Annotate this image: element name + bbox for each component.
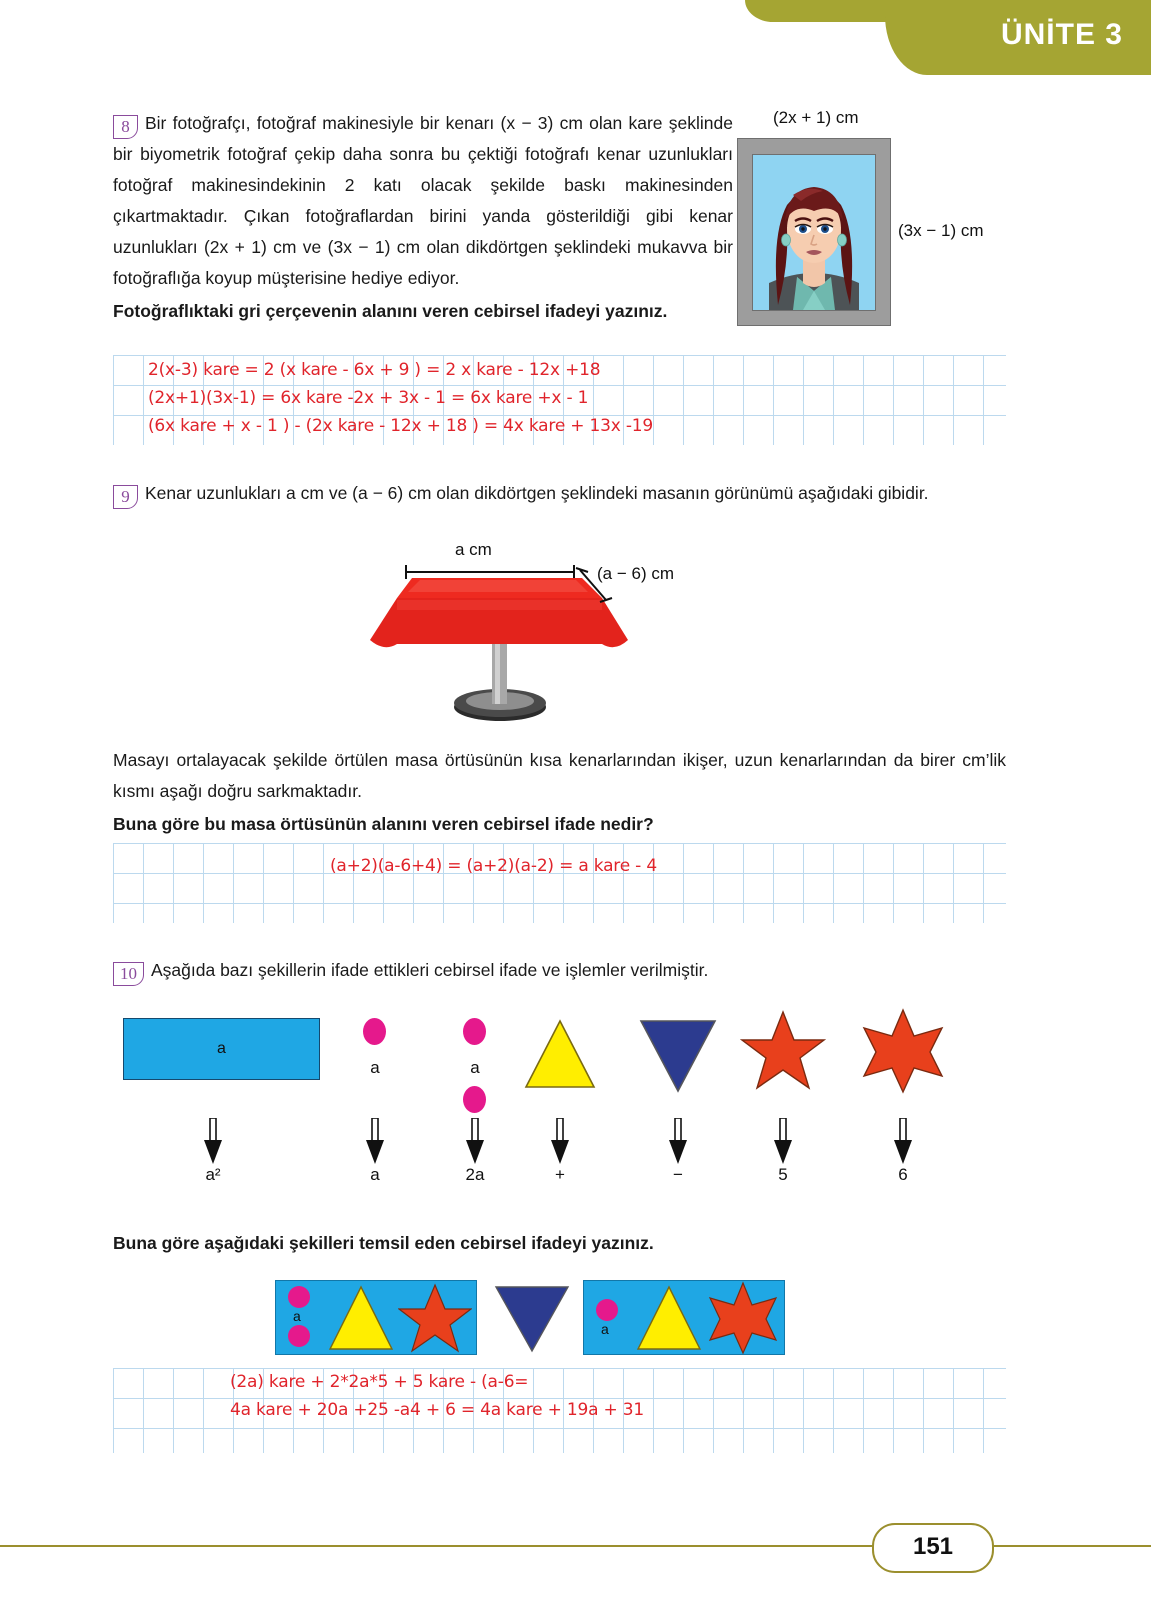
composition-blue-triangle-down-icon (492, 1283, 572, 1353)
blue-triangle-down-icon (635, 1013, 721, 1093)
composition-strip-1 (275, 1280, 477, 1355)
question-8-prompt: Fotoğraflıktaki gri çerçevenin alanını veren cebirsel ifadeyi yazınız. (113, 301, 668, 321)
strip1-yellow-triangle-up-icon (326, 1283, 396, 1353)
legend-item-yellow-triangle (520, 1013, 600, 1123)
strip1-dot-top (288, 1286, 310, 1308)
question-10-answer-line-2: 4a kare + 20a +25 -a4 + 6 = 4a kare + 19a + 31 (230, 1400, 645, 1420)
legend-item-blue-rectangle (123, 1013, 323, 1123)
legend-result-3: + (555, 1165, 565, 1184)
question-9-text (113, 478, 1006, 509)
legend-result-4: − (673, 1165, 683, 1184)
legend-item-single-dot (355, 1013, 395, 1123)
photo-top-dimension-label: (2x + 1) cm (773, 108, 859, 127)
legend-result-2: 2a (465, 1165, 485, 1184)
unit-banner (745, 0, 1151, 75)
strip1-dot-label: a (293, 1308, 301, 1324)
legend-arrows-row (123, 1118, 946, 1168)
blue-rectangle-label: a (217, 1040, 226, 1057)
question-8-answer-line-2: (2x+1)(3x-1) = 6x kare -2x + 3x - 1 = 6x kare +x - 1 (148, 388, 589, 408)
legend-result-1: a (370, 1165, 380, 1184)
portrait-photo (752, 154, 876, 311)
question-8-figure (735, 108, 1035, 333)
question-8-answer-line-1: 2(x-3) kare = 2 (x kare - 6x + 9 ) = 2 x kare - 12x +18 (148, 360, 601, 380)
question-8-body: Bir fotoğrafçı, fotoğraf makinesiyle bir kenarı (x − 3) cm olan kare şeklinde bir biyometrik fotoğraf çekip daha sonra bu çektiği fotoğrafı kenar uzunlukları fotoğraf makinesindekinin 2 katı olacak şekilde baskı makinesinden çıkartmaktadır. Çıkan fotoğraflardan birini yanda gösterildiği gibi kenar uzunlukları (2x + 1) cm ve (3x − 1) cm olan dikdörtgen şeklindeki mukavva bir fotoğraflığa koyup müşterisine hediye ediyor. (113, 113, 733, 288)
photo-frame (737, 138, 891, 326)
page-number-badge: 151 (872, 1523, 994, 1573)
portrait-illustration-icon (753, 155, 875, 310)
question-10-prompt: Buna göre aşağıdaki şekilleri temsil eden cebirsel ifadeyi yazınız. (113, 1233, 654, 1253)
question-9-number: 9 (113, 485, 138, 509)
strip1-dot-bottom (288, 1325, 310, 1347)
unit-title: ÜNİTE 3 (1000, 18, 1123, 51)
question-9-paragraph: Masayı ortalayacak şekilde örtülen masa örtüsünün kısa kenarlarından ikişer, uzun kenarlarından da birer cm’lik kısmı aşağı doğru sarkmaktadır. (113, 750, 1006, 801)
double-dot-label: a (470, 1058, 480, 1077)
question-10-text (113, 955, 1006, 986)
down-arrows-icon (123, 1118, 946, 1168)
question-10-body: Aşağıda bazı şekillerin ifade ettikleri cebirsel ifade ve işlemler verilmiştir. (151, 960, 709, 980)
yellow-triangle-up-icon (520, 1013, 600, 1093)
question-8 (113, 108, 733, 327)
table-side-dimension-label: (a − 6) cm (597, 564, 674, 583)
legend-item-star-6 (860, 1008, 946, 1118)
question-9 (113, 478, 1006, 509)
composition-strip-2 (583, 1280, 785, 1355)
question-10-number: 10 (113, 962, 144, 986)
question-10-prompt-block (113, 1228, 1006, 1259)
strip1-orange-star-5-icon (398, 1281, 472, 1355)
banner-tab-shape (745, 0, 905, 22)
legend-result-6: 6 (898, 1165, 908, 1184)
legend-result-5: 5 (778, 1165, 788, 1184)
pink-dot-shape (363, 1018, 386, 1045)
legend-result-0: a² (205, 1165, 221, 1184)
question-10 (113, 955, 1006, 986)
orange-star-6-icon (860, 1008, 946, 1094)
question-9-body: Kenar uzunlukları a cm ve (a − 6) cm olan dikdörtgen şeklindeki masanın görünümü aşağıdaki gibidir. (145, 483, 929, 503)
single-dot-label: a (370, 1058, 380, 1077)
question-9-prompt: Buna göre bu masa örtüsünün alanını veren cebirsel ifade nedir? (113, 814, 654, 834)
strip2-dot-label: a (601, 1321, 609, 1337)
question-9-answer-grid[interactable] (113, 843, 1006, 923)
question-8-text (113, 108, 733, 294)
legend-item-star-5 (740, 1008, 826, 1118)
question-10-answer-line-1: (2a) kare + 2*2a*5 + 5 kare - (a-6= (230, 1372, 529, 1392)
strip2-orange-star-6-icon (706, 1281, 780, 1355)
question-8-answer-line-3: (6x kare + x - 1 ) - (2x kare - 12x + 18 ) = 4x kare + 13x -19 (148, 416, 653, 436)
composition-loose-blue-triangle (492, 1283, 572, 1353)
strip2-dot (596, 1299, 618, 1321)
question-9-figure (350, 540, 730, 730)
pink-dot-shape-bottom (463, 1086, 486, 1113)
table-top-dimension-label: a cm (455, 540, 492, 559)
question-9-paragraph-block (113, 745, 1006, 840)
strip2-yellow-triangle-up-icon (634, 1283, 704, 1353)
legend-item-blue-triangle (635, 1013, 721, 1123)
pink-dot-shape-top (463, 1018, 486, 1045)
photo-side-dimension-label: (3x − 1) cm (898, 221, 984, 240)
question-8-number: 8 (113, 115, 138, 139)
blue-rectangle-shape (123, 1018, 320, 1080)
question-9-answer-line-1: (a+2)(a-6+4) = (a+2)(a-2) = a kare - 4 (330, 856, 657, 876)
legend-item-double-dot (455, 1013, 495, 1123)
orange-star-5-icon (740, 1008, 826, 1094)
